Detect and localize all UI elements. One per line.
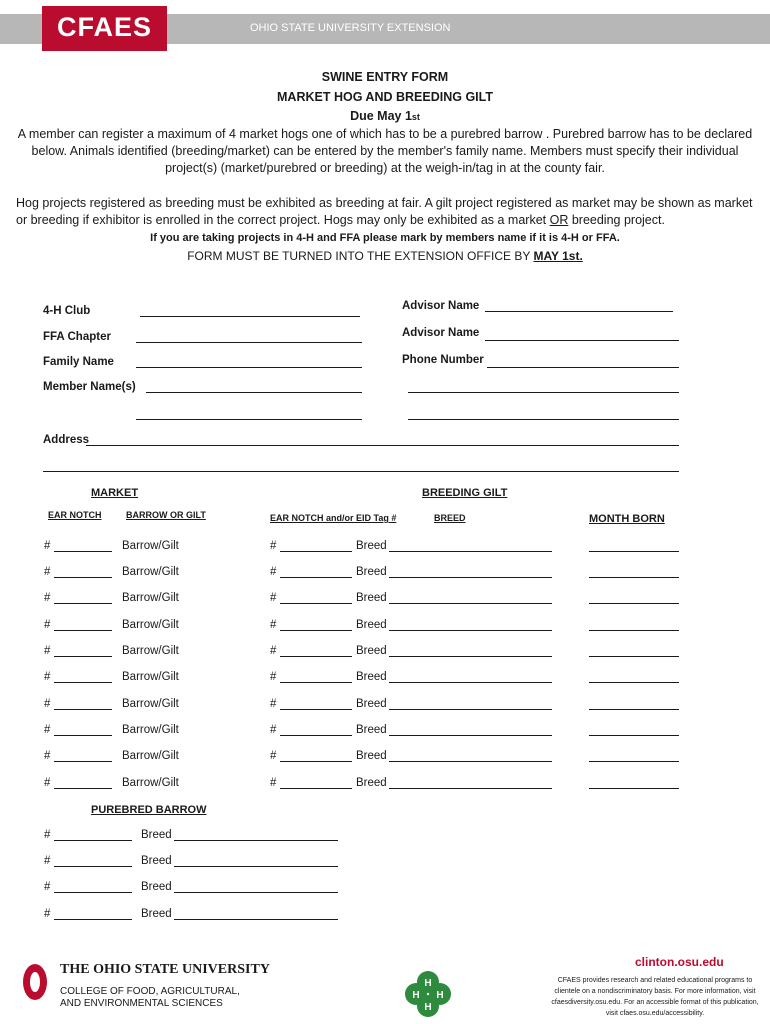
address-field-2[interactable] [43,471,679,472]
breeding-heading: BREEDING GILT [422,487,508,499]
footer-college-1: COLLEGE OF FOOD, AGRICULTURAL, [60,986,240,997]
breeding-hash: # [270,724,277,736]
purebred-breed-label: Breed [141,855,172,867]
breeding-hash: # [270,698,277,710]
breeding-breed-label: Breed [356,724,387,736]
market-hash: # [44,777,51,789]
breeding-breed-label: Breed [356,750,387,762]
deadline-note [0,249,770,263]
breeding-hash: # [270,777,277,789]
club-label: 4-H Club [43,305,91,317]
month-born-field[interactable] [589,577,679,578]
member-field-2[interactable] [136,419,362,420]
breeding-earnotch-field[interactable] [280,735,352,736]
breeding-earnotch-field[interactable] [280,603,352,604]
market-barrow-label: Barrow/Gilt [122,777,179,789]
deadline-date: MAY 1st. [533,249,583,263]
footer-url[interactable]: clinton.osu.edu [635,955,724,969]
purebred-breed-field[interactable] [174,866,338,867]
market-earnotch-field[interactable] [54,630,112,631]
breeding-breed-header: BREED [434,513,466,523]
breeding-earnotch-header: EAR NOTCH and/or EID Tag # [270,513,397,523]
market-earnotch-field[interactable] [54,788,112,789]
purebred-breed-field[interactable] [174,892,338,893]
phone-field[interactable] [487,367,679,368]
intro-p2-text-c: breeding project. [568,213,665,227]
club-field[interactable] [140,316,360,317]
month-born-field[interactable] [589,551,679,552]
member-field-4[interactable] [408,419,679,420]
breeding-hash: # [270,540,277,552]
svg-text:H: H [424,978,432,989]
breeding-hash: # [270,619,277,631]
market-earnotch-field[interactable] [54,761,112,762]
market-hash: # [44,724,51,736]
breeding-breed-field[interactable] [389,630,552,631]
breeding-breed-label: Breed [356,592,387,604]
cfaes-logo-text: CFAES [56,12,153,42]
due-date-text: Due May 1 [350,109,412,123]
market-barrow-label: Barrow/Gilt [122,592,179,604]
intro-note: If you are taking projects in 4-H and FFA please mark by members name if it is 4-H or FFA. [150,232,620,244]
member-field-1[interactable] [146,392,362,393]
breeding-breed-label: Breed [356,619,387,631]
purebred-breed-field[interactable] [174,919,338,920]
market-hash: # [44,540,51,552]
month-born-field[interactable] [589,761,679,762]
month-born-field[interactable] [589,682,679,683]
market-hash: # [44,698,51,710]
breeding-breed-label: Breed [356,777,387,789]
breeding-hash: # [270,645,277,657]
market-barrow-label: Barrow/Gilt [122,540,179,552]
address-label: Address [43,434,90,446]
breeding-breed-field[interactable] [389,735,552,736]
breeding-breed-field[interactable] [389,788,552,789]
purebred-hash: # [44,855,51,867]
footer-university: THE OHIO STATE UNIVERSITY [60,962,270,977]
purebred-breed-label: Breed [141,881,172,893]
advisor-field-2[interactable] [485,340,679,341]
breeding-breed-label: Breed [356,540,387,552]
month-born-field[interactable] [589,630,679,631]
breeding-breed-label: Breed [356,671,387,683]
breeding-earnotch-field[interactable] [280,577,352,578]
market-barrow-label: Barrow/Gilt [122,724,179,736]
intro-p2-or: OR [549,213,569,227]
month-born-field[interactable] [589,735,679,736]
svg-text:H: H [424,1002,432,1013]
market-barrow-header: BARROW OR GILT [126,510,206,520]
breeding-breed-field[interactable] [389,603,552,604]
family-field[interactable] [136,367,362,368]
purebred-earnotch-field[interactable] [54,840,132,841]
breeding-breed-label: Breed [356,566,387,578]
osu-block-o-icon [22,962,48,1002]
breeding-breed-label: Breed [356,645,387,657]
deadline-text: FORM MUST BE TURNED INTO THE EXTENSION OFFICE BY [187,249,534,263]
market-barrow-label: Barrow/Gilt [122,566,179,578]
month-born-field[interactable] [589,656,679,657]
purebred-hash: # [44,829,51,841]
due-date-suffix: st [411,112,420,122]
ffa-label: FFA Chapter [43,331,111,343]
purebred-hash: # [44,881,51,893]
market-earnotch-field[interactable] [54,603,112,604]
market-hash: # [44,750,51,762]
phone-label: Phone Number [402,354,484,366]
footer-college-2: AND ENVIRONMENTAL SCIENCES [60,998,223,1009]
breeding-hash: # [270,592,277,604]
svg-text:H: H [436,990,444,1001]
breeding-earnotch-field[interactable] [280,709,352,710]
ffa-field[interactable] [136,342,362,343]
purebred-heading: PUREBRED BARROW [91,804,207,816]
advisor-label-1: Advisor Name [402,300,480,312]
member-label: Member Name(s) [43,381,136,393]
market-heading: MARKET [91,487,139,499]
breeding-earnotch-field[interactable] [280,630,352,631]
market-hash: # [44,592,51,604]
market-barrow-label: Barrow/Gilt [122,619,179,631]
advisor-field-1[interactable] [485,311,673,312]
breeding-earnotch-field[interactable] [280,656,352,657]
purebred-earnotch-field[interactable] [54,866,132,867]
purebred-earnotch-field[interactable] [54,892,132,893]
form-subtitle: MARKET HOG AND BREEDING GILT [277,90,493,104]
market-hash: # [44,566,51,578]
purebred-breed-label: Breed [141,829,172,841]
market-hash: # [44,619,51,631]
purebred-hash: # [44,908,51,920]
market-hash: # [44,671,51,683]
intro-paragraph-1: A member can register a maximum of 4 market hogs one of which has to be a purebred barrow . Purebred barrow has to be declared below. Animals identified (breeding/market) can be entered by the member's family name. Members must specify their individual project(s) (market/purebred or breeding) at the weigh-in/tag in at the county fair. [17,127,753,175]
month-born-field[interactable] [589,603,679,604]
breeding-earnotch-field[interactable] [280,682,352,683]
family-label: Family Name [43,356,114,368]
market-earnotch-field[interactable] [54,577,112,578]
form-title: SWINE ENTRY FORM [321,70,449,84]
breeding-breed-field[interactable] [389,577,552,578]
market-earnotch-field[interactable] [54,656,112,657]
month-born-field[interactable] [589,709,679,710]
breeding-hash: # [270,750,277,762]
market-earnotch-field[interactable] [54,709,112,710]
purebred-breed-field[interactable] [174,840,338,841]
four-h-clover-icon [404,970,452,1018]
market-earnotch-header: EAR NOTCH [48,510,102,520]
breeding-earnotch-field[interactable] [280,551,352,552]
advisor-label-2: Advisor Name [402,327,480,339]
purebred-earnotch-field[interactable] [54,919,132,920]
breeding-breed-field[interactable] [389,682,552,683]
svg-text:H: H [412,990,420,1001]
market-earnotch-field[interactable] [54,735,112,736]
breeding-hash: # [270,671,277,683]
market-barrow-label: Barrow/Gilt [122,698,179,710]
breeding-breed-field[interactable] [389,656,552,657]
month-born-field[interactable] [589,788,679,789]
market-barrow-label: Barrow/Gilt [122,671,179,683]
breeding-earnotch-field[interactable] [280,761,352,762]
market-earnotch-field[interactable] [54,682,112,683]
breeding-breed-field[interactable] [389,709,552,710]
breeding-hash: # [270,566,277,578]
breeding-breed-field[interactable] [389,761,552,762]
month-born-header: MONTH BORN [589,513,665,525]
intro-p2-text-a: Hog projects registered as breeding must be exhibited as breeding at fair. A gilt project registered as market may be shown as market or breeding if exhibitor is enrolled in the correct project. Hogs may only be exhibited as a market [16,196,753,227]
due-date [0,109,770,123]
member-field-3[interactable] [408,392,679,393]
footer-disclaimer: CFAES provides research and related educational programs to clientele on a nondiscriminatory basis. For more information, visit cfaesdiversity.osu.edu. For an accessible format of this publication, visit cfaes.osu.edu/accessibility. [551,977,759,1017]
address-field-1[interactable] [86,445,679,446]
market-earnotch-field[interactable] [54,551,112,552]
breeding-breed-label: Breed [356,698,387,710]
purebred-breed-label: Breed [141,908,172,920]
breeding-earnotch-field[interactable] [280,788,352,789]
extension-label: OHIO STATE UNIVERSITY EXTENSION [250,22,451,34]
market-barrow-label: Barrow/Gilt [122,645,179,657]
market-barrow-label: Barrow/Gilt [122,750,179,762]
breeding-breed-field[interactable] [389,551,552,552]
market-hash: # [44,645,51,657]
intro-paragraph-2 [16,195,758,229]
